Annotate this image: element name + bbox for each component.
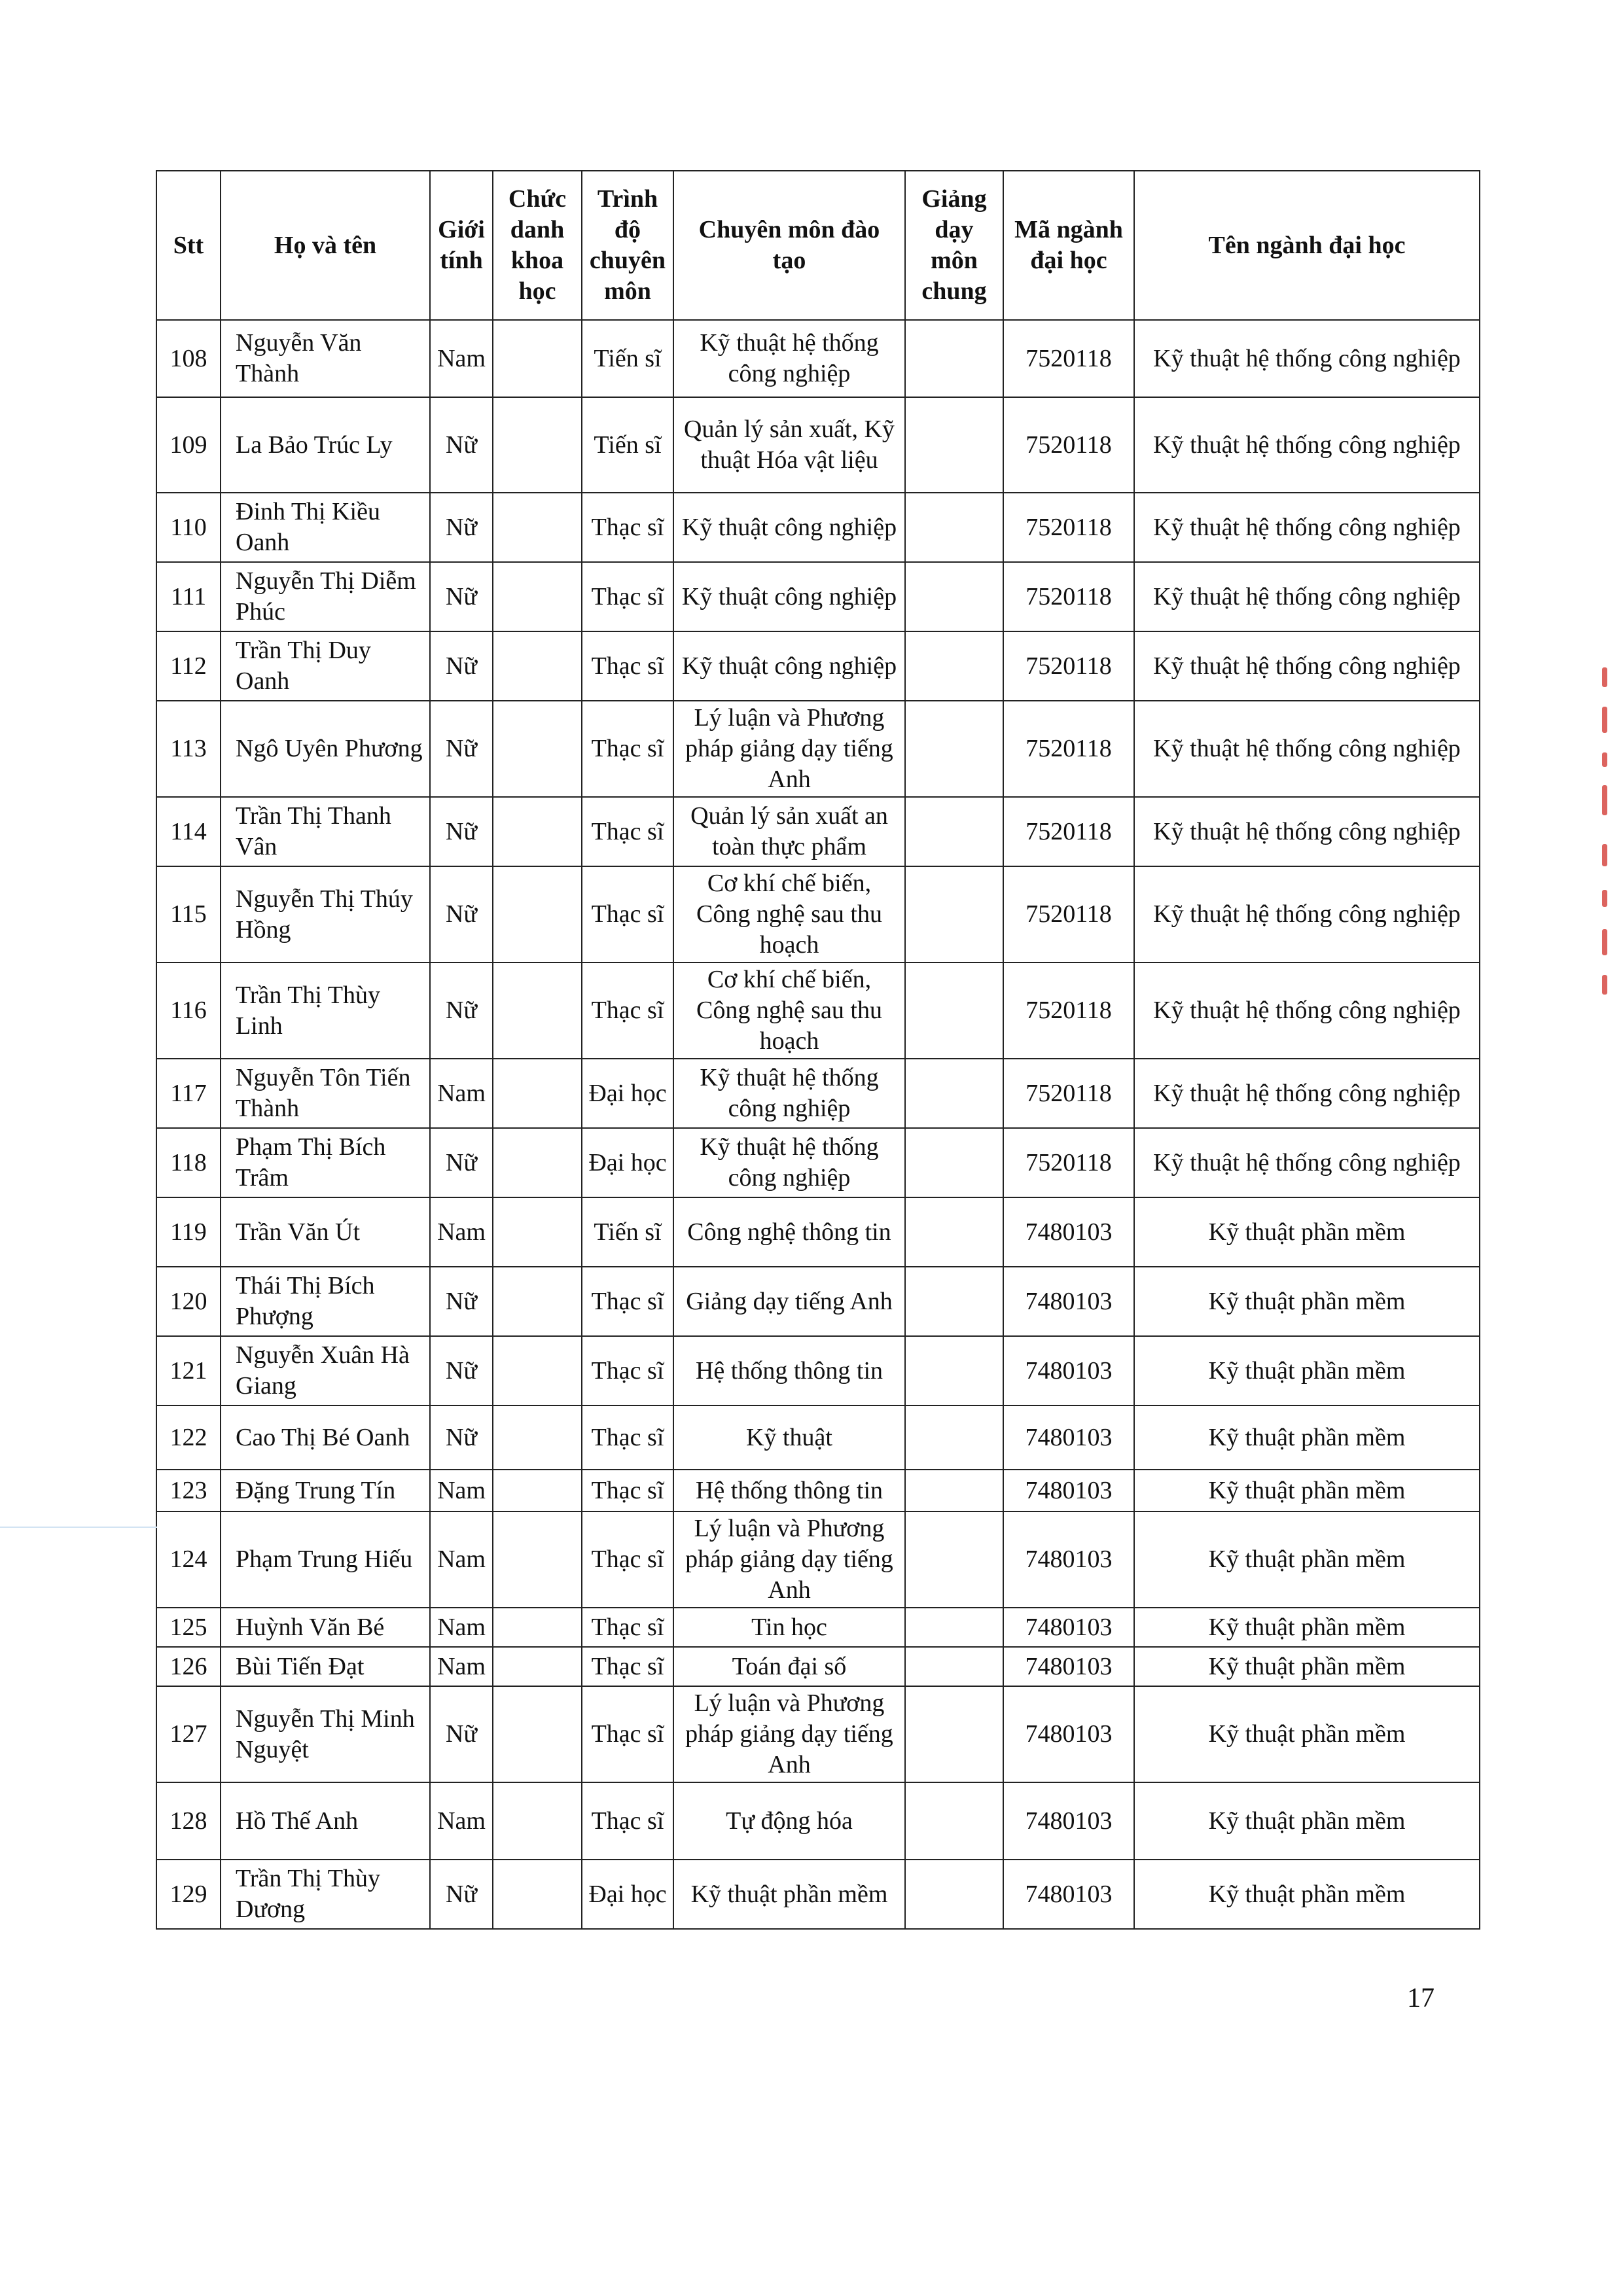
general-subject-cell (905, 701, 1003, 797)
academic-title-cell (493, 493, 582, 562)
degree-cell: Thạc sĩ (582, 1647, 673, 1686)
name-cell: Phạm Thị Bích Trâm (221, 1128, 430, 1197)
margin-stamp-mark (1602, 785, 1607, 815)
specialization-cell: Hệ thống thông tin (673, 1336, 905, 1405)
gender-cell: Nữ (430, 797, 493, 866)
degree-cell: Thạc sĩ (582, 1511, 673, 1608)
header-chuyen-mon: Chuyên môn đào tạo (673, 171, 905, 320)
degree-cell: Thạc sĩ (582, 1470, 673, 1511)
major-code-cell: 7520118 (1003, 631, 1134, 701)
margin-stamp-mark (1602, 752, 1607, 767)
specialization-cell: Cơ khí chế biến, Công nghệ sau thu hoạch (673, 963, 905, 1059)
degree-cell: Thạc sĩ (582, 1782, 673, 1860)
academic-title-cell (493, 1470, 582, 1511)
name-cell: Nguyễn Thị Minh Nguyệt (221, 1686, 430, 1782)
major-name-cell: Kỹ thuật hệ thống công nghiệp (1134, 963, 1480, 1059)
major-code-cell: 7520118 (1003, 320, 1134, 397)
name-cell: Cao Thị Bé Oanh (221, 1405, 430, 1470)
table-row (156, 1686, 1480, 1782)
header-stt: Stt (156, 171, 221, 320)
table-row (156, 1059, 1480, 1128)
name-cell: Trần Văn Út (221, 1197, 430, 1267)
academic-title-cell (493, 562, 582, 631)
academic-title-cell (493, 701, 582, 797)
margin-stamp-mark (1602, 890, 1607, 907)
gender-cell: Nam (430, 1197, 493, 1267)
specialization-cell: Lý luận và Phương pháp giảng dạy tiếng Anh (673, 1511, 905, 1608)
name-cell: Nguyễn Thị Thúy Hồng (221, 866, 430, 963)
degree-cell: Thạc sĩ (582, 701, 673, 797)
degree-cell: Thạc sĩ (582, 1686, 673, 1782)
specialization-cell: Quản lý sản xuất an toàn thực phẩm (673, 797, 905, 866)
major-name-cell: Kỹ thuật hệ thống công nghiệp (1134, 493, 1480, 562)
stt-cell: 128 (156, 1782, 221, 1860)
general-subject-cell (905, 320, 1003, 397)
table-row (156, 1470, 1480, 1511)
gender-cell: Nữ (430, 1267, 493, 1336)
major-code-cell: 7480103 (1003, 1686, 1134, 1782)
specialization-cell: Kỹ thuật hệ thống công nghiệp (673, 1128, 905, 1197)
name-cell: Phạm Trung Hiếu (221, 1511, 430, 1608)
major-name-cell: Kỹ thuật phần mềm (1134, 1608, 1480, 1647)
major-code-cell: 7520118 (1003, 701, 1134, 797)
degree-cell: Đại học (582, 1128, 673, 1197)
general-subject-cell (905, 1405, 1003, 1470)
specialization-cell: Kỹ thuật hệ thống công nghiệp (673, 1059, 905, 1128)
stt-cell: 112 (156, 631, 221, 701)
stt-cell: 116 (156, 963, 221, 1059)
degree-cell: Thạc sĩ (582, 1608, 673, 1647)
general-subject-cell (905, 1336, 1003, 1405)
gender-cell: Nam (430, 1059, 493, 1128)
degree-cell: Tiến sĩ (582, 397, 673, 493)
page-number: 17 (1407, 1983, 1435, 2013)
stt-cell: 111 (156, 562, 221, 631)
specialization-cell: Quản lý sản xuất, Kỹ thuật Hóa vật liệu (673, 397, 905, 493)
general-subject-cell (905, 963, 1003, 1059)
academic-title-cell (493, 797, 582, 866)
academic-title-cell (493, 1405, 582, 1470)
degree-cell: Tiến sĩ (582, 1197, 673, 1267)
header-ma-nganh: Mã ngành đại học (1003, 171, 1134, 320)
general-subject-cell (905, 1647, 1003, 1686)
stt-cell: 114 (156, 797, 221, 866)
major-name-cell: Kỹ thuật hệ thống công nghiệp (1134, 397, 1480, 493)
page-fold-line (0, 1527, 157, 1528)
stt-cell: 125 (156, 1608, 221, 1647)
general-subject-cell (905, 1686, 1003, 1782)
specialization-cell: Kỹ thuật phần mềm (673, 1860, 905, 1929)
degree-cell: Thạc sĩ (582, 1267, 673, 1336)
table-row (156, 1782, 1480, 1860)
table-row (156, 1405, 1480, 1470)
name-cell: Nguyễn Văn Thành (221, 320, 430, 397)
gender-cell: Nữ (430, 562, 493, 631)
academic-title-cell (493, 320, 582, 397)
gender-cell: Nam (430, 1782, 493, 1860)
academic-title-cell (493, 397, 582, 493)
specialization-cell: Cơ khí chế biến, Công nghệ sau thu hoạch (673, 866, 905, 963)
table-row (156, 1511, 1480, 1608)
stt-cell: 117 (156, 1059, 221, 1128)
gender-cell: Nam (430, 1470, 493, 1511)
major-name-cell: Kỹ thuật phần mềm (1134, 1511, 1480, 1608)
stt-cell: 126 (156, 1647, 221, 1686)
major-code-cell: 7520118 (1003, 797, 1134, 866)
major-name-cell: Kỹ thuật hệ thống công nghiệp (1134, 1059, 1480, 1128)
academic-title-cell (493, 866, 582, 963)
specialization-cell: Kỹ thuật công nghiệp (673, 493, 905, 562)
table-body (156, 320, 1480, 1929)
name-cell: Trần Thị Thùy Dương (221, 1860, 430, 1929)
general-subject-cell (905, 1511, 1003, 1608)
table-row (156, 1267, 1480, 1336)
name-cell: Thái Thị Bích Phượng (221, 1267, 430, 1336)
major-code-cell: 7520118 (1003, 1128, 1134, 1197)
stt-cell: 108 (156, 320, 221, 397)
general-subject-cell (905, 866, 1003, 963)
specialization-cell: Giảng dạy tiếng Anh (673, 1267, 905, 1336)
academic-title-cell (493, 1059, 582, 1128)
academic-title-cell (493, 1686, 582, 1782)
academic-title-cell (493, 1197, 582, 1267)
name-cell: Đặng Trung Tín (221, 1470, 430, 1511)
table-row (156, 797, 1480, 866)
stt-cell: 115 (156, 866, 221, 963)
table-row (156, 701, 1480, 797)
academic-title-cell (493, 1336, 582, 1405)
header-trinh-do: Trình độ chuyên môn (582, 171, 673, 320)
major-name-cell: Kỹ thuật hệ thống công nghiệp (1134, 562, 1480, 631)
specialization-cell: Lý luận và Phương pháp giảng dạy tiếng Anh (673, 1686, 905, 1782)
margin-stamp-mark (1602, 975, 1607, 995)
academic-title-cell (493, 1860, 582, 1929)
major-code-cell: 7520118 (1003, 493, 1134, 562)
gender-cell: Nữ (430, 493, 493, 562)
header-giang-day-mon-chung: Giảng dạy môn chung (905, 171, 1003, 320)
header-ho-va-ten: Họ và tên (221, 171, 430, 320)
general-subject-cell (905, 631, 1003, 701)
major-code-cell: 7480103 (1003, 1336, 1134, 1405)
academic-title-cell (493, 1267, 582, 1336)
major-code-cell: 7480103 (1003, 1782, 1134, 1860)
degree-cell: Thạc sĩ (582, 493, 673, 562)
major-name-cell: Kỹ thuật phần mềm (1134, 1686, 1480, 1782)
major-name-cell: Kỹ thuật phần mềm (1134, 1267, 1480, 1336)
table-row (156, 320, 1480, 397)
gender-cell: Nam (430, 1511, 493, 1608)
specialization-cell: Tự động hóa (673, 1782, 905, 1860)
table-row (156, 866, 1480, 963)
degree-cell: Thạc sĩ (582, 866, 673, 963)
degree-cell: Đại học (582, 1059, 673, 1128)
table-row (156, 963, 1480, 1059)
gender-cell: Nữ (430, 1405, 493, 1470)
major-name-cell: Kỹ thuật phần mềm (1134, 1860, 1480, 1929)
general-subject-cell (905, 1782, 1003, 1860)
major-name-cell: Kỹ thuật phần mềm (1134, 1470, 1480, 1511)
stt-cell: 123 (156, 1470, 221, 1511)
name-cell: Hồ Thế Anh (221, 1782, 430, 1860)
name-cell: Trần Thị Thanh Vân (221, 797, 430, 866)
academic-title-cell (493, 1647, 582, 1686)
degree-cell: Thạc sĩ (582, 963, 673, 1059)
general-subject-cell (905, 493, 1003, 562)
gender-cell: Nam (430, 1608, 493, 1647)
degree-cell: Thạc sĩ (582, 631, 673, 701)
name-cell: Ngô Uyên Phương (221, 701, 430, 797)
major-name-cell: Kỹ thuật phần mềm (1134, 1336, 1480, 1405)
table-row (156, 631, 1480, 701)
gender-cell: Nữ (430, 701, 493, 797)
table-row (156, 1128, 1480, 1197)
table-row (156, 1197, 1480, 1267)
table-header-row (156, 171, 1480, 320)
general-subject-cell (905, 1470, 1003, 1511)
major-name-cell: Kỹ thuật hệ thống công nghiệp (1134, 797, 1480, 866)
major-name-cell: Kỹ thuật hệ thống công nghiệp (1134, 1128, 1480, 1197)
major-name-cell: Kỹ thuật hệ thống công nghiệp (1134, 701, 1480, 797)
table-row (156, 1647, 1480, 1686)
stt-cell: 129 (156, 1860, 221, 1929)
name-cell: La Bảo Trúc Ly (221, 397, 430, 493)
major-name-cell: Kỹ thuật phần mềm (1134, 1647, 1480, 1686)
major-code-cell: 7480103 (1003, 1647, 1134, 1686)
gender-cell: Nam (430, 1647, 493, 1686)
major-code-cell: 7520118 (1003, 1059, 1134, 1128)
major-name-cell: Kỹ thuật phần mềm (1134, 1782, 1480, 1860)
staff-table (156, 170, 1480, 1930)
degree-cell: Tiến sĩ (582, 320, 673, 397)
table-row (156, 397, 1480, 493)
gender-cell: Nữ (430, 963, 493, 1059)
stt-cell: 122 (156, 1405, 221, 1470)
specialization-cell: Kỹ thuật công nghiệp (673, 562, 905, 631)
stt-cell: 118 (156, 1128, 221, 1197)
name-cell: Huỳnh Văn Bé (221, 1608, 430, 1647)
academic-title-cell (493, 631, 582, 701)
major-code-cell: 7520118 (1003, 397, 1134, 493)
specialization-cell: Tin học (673, 1608, 905, 1647)
stt-cell: 110 (156, 493, 221, 562)
gender-cell: Nữ (430, 1860, 493, 1929)
gender-cell: Nữ (430, 631, 493, 701)
academic-title-cell (493, 1511, 582, 1608)
major-name-cell: Kỹ thuật hệ thống công nghiệp (1134, 631, 1480, 701)
degree-cell: Thạc sĩ (582, 1336, 673, 1405)
general-subject-cell (905, 797, 1003, 866)
general-subject-cell (905, 1059, 1003, 1128)
name-cell: Bùi Tiến Đạt (221, 1647, 430, 1686)
stt-cell: 120 (156, 1267, 221, 1336)
name-cell: Trần Thị Thùy Linh (221, 963, 430, 1059)
major-name-cell: Kỹ thuật phần mềm (1134, 1197, 1480, 1267)
specialization-cell: Lý luận và Phương pháp giảng dạy tiếng Anh (673, 701, 905, 797)
major-name-cell: Kỹ thuật hệ thống công nghiệp (1134, 320, 1480, 397)
name-cell: Nguyễn Tôn Tiến Thành (221, 1059, 430, 1128)
general-subject-cell (905, 562, 1003, 631)
academic-title-cell (493, 1782, 582, 1860)
specialization-cell: Công nghệ thông tin (673, 1197, 905, 1267)
major-name-cell: Kỹ thuật phần mềm (1134, 1405, 1480, 1470)
major-code-cell: 7480103 (1003, 1267, 1134, 1336)
stt-cell: 121 (156, 1336, 221, 1405)
general-subject-cell (905, 397, 1003, 493)
stt-cell: 124 (156, 1511, 221, 1608)
general-subject-cell (905, 1197, 1003, 1267)
specialization-cell: Toán đại số (673, 1647, 905, 1686)
gender-cell: Nữ (430, 1128, 493, 1197)
stt-cell: 119 (156, 1197, 221, 1267)
stt-cell: 127 (156, 1686, 221, 1782)
major-code-cell: 7520118 (1003, 562, 1134, 631)
table-row (156, 1336, 1480, 1405)
stt-cell: 109 (156, 397, 221, 493)
table-row (156, 562, 1480, 631)
specialization-cell: Kỹ thuật công nghiệp (673, 631, 905, 701)
header-ten-nganh: Tên ngành đại học (1134, 171, 1480, 320)
major-code-cell: 7480103 (1003, 1608, 1134, 1647)
specialization-cell: Kỹ thuật (673, 1405, 905, 1470)
margin-stamp-mark (1602, 929, 1607, 955)
specialization-cell: Kỹ thuật hệ thống công nghiệp (673, 320, 905, 397)
major-code-cell: 7480103 (1003, 1511, 1134, 1608)
major-code-cell: 7480103 (1003, 1197, 1134, 1267)
degree-cell: Thạc sĩ (582, 797, 673, 866)
degree-cell: Đại học (582, 1860, 673, 1929)
gender-cell: Nữ (430, 397, 493, 493)
academic-title-cell (493, 1608, 582, 1647)
margin-stamp-mark (1602, 844, 1607, 866)
gender-cell: Nữ (430, 866, 493, 963)
margin-stamp-mark (1602, 707, 1607, 733)
major-code-cell: 7520118 (1003, 963, 1134, 1059)
degree-cell: Thạc sĩ (582, 1405, 673, 1470)
header-gioi-tinh: Giới tính (430, 171, 493, 320)
table-row (156, 1860, 1480, 1929)
table-row (156, 1608, 1480, 1647)
table-row (156, 493, 1480, 562)
margin-stamp-mark (1602, 667, 1607, 687)
general-subject-cell (905, 1267, 1003, 1336)
name-cell: Nguyễn Xuân Hà Giang (221, 1336, 430, 1405)
gender-cell: Nữ (430, 1686, 493, 1782)
general-subject-cell (905, 1128, 1003, 1197)
gender-cell: Nữ (430, 1336, 493, 1405)
major-name-cell: Kỹ thuật hệ thống công nghiệp (1134, 866, 1480, 963)
academic-title-cell (493, 1128, 582, 1197)
major-code-cell: 7480103 (1003, 1860, 1134, 1929)
general-subject-cell (905, 1608, 1003, 1647)
stt-cell: 113 (156, 701, 221, 797)
header-chuc-danh: Chức danh khoa học (493, 171, 582, 320)
name-cell: Trần Thị Duy Oanh (221, 631, 430, 701)
degree-cell: Thạc sĩ (582, 562, 673, 631)
general-subject-cell (905, 1860, 1003, 1929)
major-code-cell: 7480103 (1003, 1470, 1134, 1511)
gender-cell: Nam (430, 320, 493, 397)
name-cell: Nguyễn Thị Diễm Phúc (221, 562, 430, 631)
academic-title-cell (493, 963, 582, 1059)
major-code-cell: 7520118 (1003, 866, 1134, 963)
specialization-cell: Hệ thống thông tin (673, 1470, 905, 1511)
name-cell: Đinh Thị Kiều Oanh (221, 493, 430, 562)
major-code-cell: 7480103 (1003, 1405, 1134, 1470)
